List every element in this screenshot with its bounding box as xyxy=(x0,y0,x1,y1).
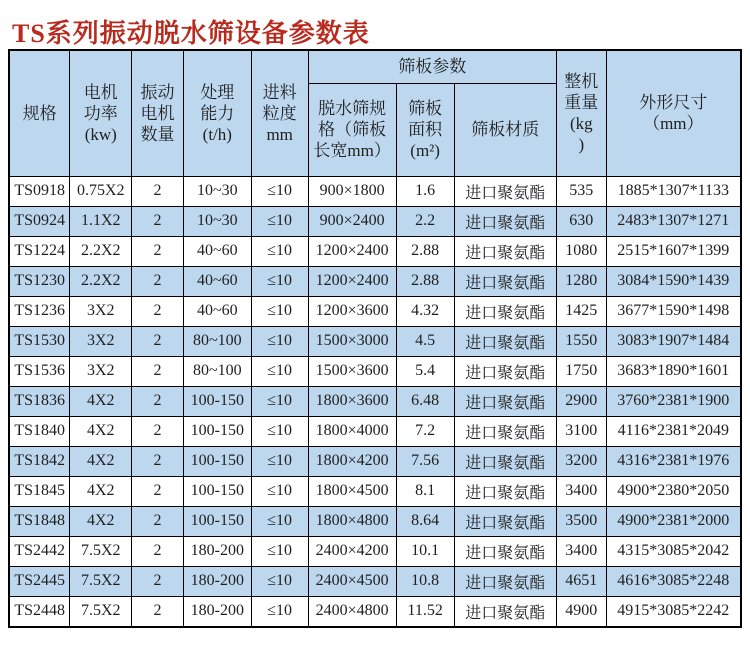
table-cell: ≤10 xyxy=(251,236,308,266)
table-cell: 3X2 xyxy=(70,326,132,356)
table-cell: TS1230 xyxy=(9,266,70,296)
table-cell: ≤10 xyxy=(251,566,308,596)
table-cell: TS1224 xyxy=(9,236,70,266)
table-cell: 3084*1590*1439 xyxy=(606,266,741,296)
table-cell: 2 xyxy=(132,446,184,476)
table-row xyxy=(9,446,741,476)
table-cell: 1800×4800 xyxy=(308,506,396,536)
table-cell: 7.5X2 xyxy=(70,566,132,596)
table-cell: TS1536 xyxy=(9,356,70,386)
table-cell: 2 xyxy=(132,236,184,266)
table-cell: 2400×4800 xyxy=(308,596,396,627)
table-cell: 0.75X2 xyxy=(70,176,132,206)
table-cell: ≤10 xyxy=(251,266,308,296)
table-cell: 10.1 xyxy=(396,536,454,566)
table-cell: 2400×4200 xyxy=(308,536,396,566)
table-cell: ≤10 xyxy=(251,206,308,236)
table-cell: 2 xyxy=(132,206,184,236)
table-cell: ≤10 xyxy=(251,506,308,536)
header-feed-size: 进料 粒度 mm xyxy=(251,50,308,176)
table-cell: 2.2X2 xyxy=(70,236,132,266)
table-cell: 进口聚氨酯 xyxy=(454,596,556,627)
table-cell: 40~60 xyxy=(183,266,251,296)
table-cell: ≤10 xyxy=(251,176,308,206)
table-body xyxy=(9,176,741,627)
table-cell: 3400 xyxy=(556,476,606,506)
table-row xyxy=(9,416,741,446)
header-dimensions: 外形尺寸 （mm） xyxy=(606,50,741,176)
table-cell: 180-200 xyxy=(183,596,251,627)
table-cell: ≤10 xyxy=(251,416,308,446)
table-cell: TS1530 xyxy=(9,326,70,356)
table-cell: 1500×3000 xyxy=(308,326,396,356)
table-cell: 535 xyxy=(556,176,606,206)
table-cell: 4X2 xyxy=(70,416,132,446)
table-cell: 进口聚氨酯 xyxy=(454,386,556,416)
table-cell: 100-150 xyxy=(183,386,251,416)
table-cell: 2 xyxy=(132,536,184,566)
table-cell: 80~100 xyxy=(183,326,251,356)
header-screen-group: 筛板参数 xyxy=(308,50,556,83)
table-cell: 4116*2381*2049 xyxy=(606,416,741,446)
table-cell: 8.64 xyxy=(396,506,454,536)
table-cell: TS0924 xyxy=(9,206,70,236)
table-cell: 4X2 xyxy=(70,446,132,476)
table-cell: 10~30 xyxy=(183,206,251,236)
table-cell: 7.5X2 xyxy=(70,596,132,627)
table-cell: ≤10 xyxy=(251,296,308,326)
table-cell: 3400 xyxy=(556,536,606,566)
table-cell: ≤10 xyxy=(251,476,308,506)
table-cell: 进口聚氨酯 xyxy=(454,236,556,266)
table-cell: 2 xyxy=(132,476,184,506)
table-cell: 3X2 xyxy=(70,356,132,386)
table-cell: 进口聚氨酯 xyxy=(454,476,556,506)
table-cell: 2.2X2 xyxy=(70,266,132,296)
table-cell: 进口聚氨酯 xyxy=(454,176,556,206)
table-cell: TS2448 xyxy=(9,596,70,627)
table-cell: 1080 xyxy=(556,236,606,266)
table-cell: ≤10 xyxy=(251,536,308,566)
table-cell: 进口聚氨酯 xyxy=(454,266,556,296)
table-cell: 2900 xyxy=(556,386,606,416)
table-cell: 2 xyxy=(132,176,184,206)
table-cell: 进口聚氨酯 xyxy=(454,416,556,446)
table-cell: 进口聚氨酯 xyxy=(454,446,556,476)
table-cell: 10~30 xyxy=(183,176,251,206)
table-cell: 2 xyxy=(132,596,184,627)
table-cell: 进口聚氨酯 xyxy=(454,326,556,356)
table-row xyxy=(9,356,741,386)
table-cell: 180-200 xyxy=(183,566,251,596)
table-cell: 进口聚氨酯 xyxy=(454,536,556,566)
table-cell: 3200 xyxy=(556,446,606,476)
table-cell: 2515*1607*1399 xyxy=(606,236,741,266)
header-weight: 整机 重量 (kg ) xyxy=(556,50,606,176)
table-cell: 40~60 xyxy=(183,236,251,266)
table-cell: 1200×2400 xyxy=(308,236,396,266)
table-cell: 3500 xyxy=(556,506,606,536)
table-cell: 2 xyxy=(132,356,184,386)
table-cell: 900×2400 xyxy=(308,206,396,236)
table-cell: 4651 xyxy=(556,566,606,596)
header-motor-power: 电机 功率 (kw) xyxy=(70,50,132,176)
header-motor-count: 振动 电机 数量 xyxy=(132,50,184,176)
table-cell: 1.6 xyxy=(396,176,454,206)
table-cell: 2.88 xyxy=(396,266,454,296)
table-cell: 4900 xyxy=(556,596,606,627)
table-cell: 3677*1590*1498 xyxy=(606,296,741,326)
table-cell: 100-150 xyxy=(183,416,251,446)
table-cell: 进口聚氨酯 xyxy=(454,206,556,236)
table-cell: TS1848 xyxy=(9,506,70,536)
table-cell: 3683*1890*1601 xyxy=(606,356,741,386)
table-cell: TS0918 xyxy=(9,176,70,206)
table-cell: 1.1X2 xyxy=(70,206,132,236)
table-cell: 4900*2380*2050 xyxy=(606,476,741,506)
header-capacity: 处理 能力 (t/h) xyxy=(183,50,251,176)
table-cell: 2 xyxy=(132,416,184,446)
table-cell: 1800×4200 xyxy=(308,446,396,476)
table-cell: TS1840 xyxy=(9,416,70,446)
table-cell: 进口聚氨酯 xyxy=(454,356,556,386)
table-row xyxy=(9,296,741,326)
table-cell: TS1236 xyxy=(9,296,70,326)
table-row xyxy=(9,176,741,206)
table-cell: 3760*2381*1900 xyxy=(606,386,741,416)
table-cell: 6.48 xyxy=(396,386,454,416)
header-row-group xyxy=(9,50,741,83)
table-cell: ≤10 xyxy=(251,326,308,356)
table-row xyxy=(9,596,741,627)
table-cell: 4616*3085*2248 xyxy=(606,566,741,596)
table-cell: 5.4 xyxy=(396,356,454,386)
table-cell: TS1845 xyxy=(9,476,70,506)
table-cell: 1800×3600 xyxy=(308,386,396,416)
table-cell: 2 xyxy=(132,326,184,356)
table-row xyxy=(9,326,741,356)
table-cell: 2.88 xyxy=(396,236,454,266)
table-cell: 4316*2381*1976 xyxy=(606,446,741,476)
table-cell: 4315*3085*2042 xyxy=(606,536,741,566)
table-row xyxy=(9,236,741,266)
table-cell: 80~100 xyxy=(183,356,251,386)
table-cell: 11.52 xyxy=(396,596,454,627)
table-cell: 1280 xyxy=(556,266,606,296)
table-cell: 2 xyxy=(132,296,184,326)
table-row xyxy=(9,536,741,566)
table-cell: 4X2 xyxy=(70,386,132,416)
table-cell: 进口聚氨酯 xyxy=(454,296,556,326)
table-cell: 2 xyxy=(132,386,184,416)
table-row xyxy=(9,506,741,536)
table-cell: ≤10 xyxy=(251,596,308,627)
table-cell: ≤10 xyxy=(251,446,308,476)
table-cell: 900×1800 xyxy=(308,176,396,206)
header-screen-area: 筛板 面积 (m²) xyxy=(396,83,454,176)
table-cell: ≤10 xyxy=(251,386,308,416)
table-cell: 7.2 xyxy=(396,416,454,446)
header-screen-material: 筛板材质 xyxy=(454,83,556,176)
table-cell: 630 xyxy=(556,206,606,236)
table-cell: 2400×4500 xyxy=(308,566,396,596)
table-row xyxy=(9,386,741,416)
table-row xyxy=(9,206,741,236)
table-cell: 7.5X2 xyxy=(70,536,132,566)
table-cell: TS1842 xyxy=(9,446,70,476)
table-row xyxy=(9,476,741,506)
table-cell: 1800×4500 xyxy=(308,476,396,506)
table-cell: 8.1 xyxy=(396,476,454,506)
table-cell: 1800×4000 xyxy=(308,416,396,446)
table-cell: 1750 xyxy=(556,356,606,386)
table-cell: 4915*3085*2242 xyxy=(606,596,741,627)
table-cell: 4900*2381*2000 xyxy=(606,506,741,536)
table-cell: 进口聚氨酯 xyxy=(454,566,556,596)
table-cell: 100-150 xyxy=(183,506,251,536)
table-cell: 4X2 xyxy=(70,506,132,536)
parameter-table xyxy=(8,49,742,628)
table-cell: 1200×2400 xyxy=(308,266,396,296)
table-cell: 40~60 xyxy=(183,296,251,326)
table-cell: 3100 xyxy=(556,416,606,446)
table-cell: 4X2 xyxy=(70,476,132,506)
table-cell: 7.56 xyxy=(396,446,454,476)
header-screen-size: 脱水筛规 格（筛板 长宽mm） xyxy=(308,83,396,176)
table-cell: 1500×3600 xyxy=(308,356,396,386)
table-cell: 1425 xyxy=(556,296,606,326)
table-row xyxy=(9,566,741,596)
table-cell: 100-150 xyxy=(183,476,251,506)
table-cell: 2483*1307*1271 xyxy=(606,206,741,236)
table-cell: ≤10 xyxy=(251,356,308,386)
table-cell: 3X2 xyxy=(70,296,132,326)
table-cell: TS2442 xyxy=(9,536,70,566)
table-cell: 4.32 xyxy=(396,296,454,326)
table-cell: 1200×3600 xyxy=(308,296,396,326)
page-title: TS系列振动脱水筛设备参数表 xyxy=(12,19,370,48)
table-cell: 3083*1907*1484 xyxy=(606,326,741,356)
table-row xyxy=(9,266,741,296)
table-cell: 进口聚氨酯 xyxy=(454,506,556,536)
table-cell: TS1836 xyxy=(9,386,70,416)
table-cell: 10.8 xyxy=(396,566,454,596)
table-cell: TS2445 xyxy=(9,566,70,596)
table-cell: 2.2 xyxy=(396,206,454,236)
header-spec: 规格 xyxy=(9,50,70,176)
table-cell: 2 xyxy=(132,506,184,536)
table-header xyxy=(9,50,741,176)
table-cell: 2 xyxy=(132,266,184,296)
table-cell: 1550 xyxy=(556,326,606,356)
table-cell: 100-150 xyxy=(183,446,251,476)
table-cell: 1885*1307*1133 xyxy=(606,176,741,206)
table-cell: 4.5 xyxy=(396,326,454,356)
table-cell: 180-200 xyxy=(183,536,251,566)
table-cell: 2 xyxy=(132,566,184,596)
